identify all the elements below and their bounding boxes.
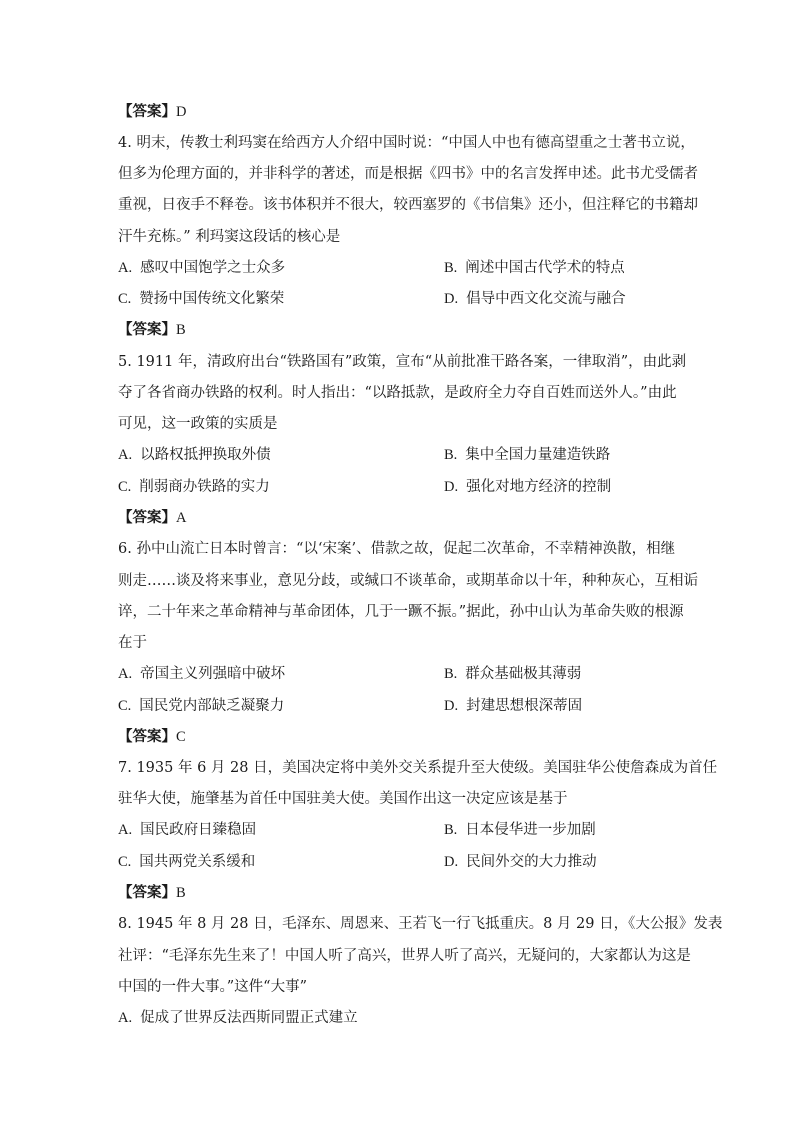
question-6-line-1: 6. 孙中山流亡日本时曾言：“以‘宋案’、借款之故，促起二次革命，不幸精神涣散，相继: [118, 541, 676, 557]
option-text: 赞扬中国传统文化繁荣: [139, 291, 285, 307]
question-4-line-4: 汗牛充栋。” 利玛窦这段话的核心是: [118, 229, 341, 245]
question-7-line-2: 驻华大使，施肇基为首任中国驻美大使。美国作出这一决定应该是基于: [118, 791, 568, 807]
answer-label: 【答案】: [118, 103, 176, 120]
option-text: 阐述中国古代学术的特点: [465, 260, 625, 276]
option-text: 民间外交的大力推动: [466, 854, 597, 870]
option-label: D.: [444, 291, 459, 307]
question-8-option-a: [118, 1008, 358, 1028]
option-label: A.: [118, 1010, 133, 1026]
question-8-line-3: 中国的一件大事。”这件“大事”: [118, 979, 307, 995]
answer-value: A: [176, 510, 187, 526]
question-4-option-c: [118, 289, 284, 309]
option-text: 国共两党关系缓和: [139, 854, 256, 870]
option-label: D.: [444, 698, 459, 714]
option-text: 帝国主义列强暗中破坏: [140, 666, 286, 682]
option-text: 群众基础极其薄弱: [465, 666, 582, 682]
question-4-option-d: [444, 289, 626, 309]
answer-value: D: [176, 104, 187, 120]
option-label: D.: [444, 479, 459, 495]
answer-line: [118, 102, 678, 122]
question-7-option-c: [118, 852, 255, 872]
option-label: C.: [118, 479, 132, 495]
option-text: 国民政府日臻稳固: [140, 822, 257, 838]
question-5-option-a: [118, 445, 271, 465]
question-5-option-b: [444, 445, 610, 465]
question-6-line-2: 则走……谈及将来事业，意见分歧，或缄口不谈革命，或期革命以十年，种种灰心，互相诟: [118, 573, 698, 589]
option-label: A.: [118, 666, 133, 682]
answer-label: 【答案】: [118, 321, 176, 338]
question-7-option-d: [444, 852, 597, 872]
option-label: B.: [444, 822, 458, 838]
option-label: C.: [118, 291, 132, 307]
question-4-line-3: 重视，日夜手不释卷。该书体积并不很大，较西塞罗的《书信集》还小，但注释它的书籍却: [118, 197, 698, 213]
option-label: B.: [444, 260, 458, 276]
question-5-option-c: [118, 477, 270, 497]
answer-label: 【答案】: [118, 509, 176, 526]
option-text: 集中全国力量建造铁路: [465, 447, 611, 463]
option-text: 国民党内部缺乏凝聚力: [139, 698, 285, 714]
answer-value: B: [176, 322, 186, 338]
answer-line: [118, 883, 678, 903]
question-6-option-a: [118, 664, 285, 684]
answer-line: [118, 320, 678, 340]
option-label: D.: [444, 854, 459, 870]
answer-value: B: [176, 885, 186, 901]
option-text: 封建思想根深蒂固: [466, 698, 583, 714]
answer-value: C: [176, 729, 186, 745]
question-6-line-3: 谇，二十年来之革命精神与革命团体，几于一蹶不振。”据此，孙中山认为革命失败的根源: [118, 604, 684, 620]
answer-line: [118, 508, 678, 528]
question-7-line-1: 7. 1935 年 6 月 28 日，美国决定将中美外交关系提升至大使级。美国驻华公使詹森成为首任: [118, 760, 718, 776]
option-label: C.: [118, 698, 132, 714]
option-text: 削弱商办铁路的实力: [139, 479, 270, 495]
question-4-line-2: 但多为伦理方面的，并非科学的著述，而是根据《四书》中的名言发挥申述。此书尤受儒者: [118, 166, 698, 182]
question-5-line-1: 5. 1911 年，清政府出台“铁路国有”政策，宣布“从前批准干路各案，一律取消”，由此剥: [118, 354, 687, 370]
answer-label: 【答案】: [118, 884, 176, 901]
question-6-line-4: 在于: [118, 635, 147, 651]
option-label: A.: [118, 822, 133, 838]
option-text: 感叹中国饱学之士众多: [140, 260, 286, 276]
option-label: B.: [444, 447, 458, 463]
question-6-option-d: [444, 696, 582, 716]
question-7-option-a: [118, 820, 256, 840]
option-label: A.: [118, 447, 133, 463]
option-label: B.: [444, 666, 458, 682]
answer-label: 【答案】: [118, 728, 176, 745]
question-4-option-a: [118, 258, 285, 278]
question-5-line-3: 可见，这一政策的实质是: [118, 416, 278, 432]
question-8-line-1: 8. 1945 年 8 月 28 日，毛泽东、周恩来、王若飞一行飞抵重庆。8 月 29 日，《大公报》发表: [118, 916, 723, 932]
answer-line: [118, 727, 678, 747]
option-text: 倡导中西文化交流与融合: [466, 291, 626, 307]
question-7-option-b: [444, 820, 596, 840]
question-6-option-c: [118, 696, 284, 716]
question-4-line-1: 4. 明末，传教士利玛窦在给西方人介绍中国时说：“中国人中也有德高望重之士著书立说，: [118, 135, 695, 151]
option-text: 促成了世界反法西斯同盟正式建立: [140, 1010, 358, 1026]
option-text: 强化对地方经济的控制: [466, 479, 612, 495]
question-6-option-b: [444, 664, 581, 684]
question-5-option-d: [444, 477, 611, 497]
option-text: 日本侵华进一步加剧: [465, 822, 596, 838]
option-label: C.: [118, 854, 132, 870]
option-label: A.: [118, 260, 133, 276]
question-5-line-2: 夺了各省商办铁路的权利。时人指出：“以路抵款，是政府全力夺自百姓而送外人。”由此: [118, 385, 677, 401]
question-8-line-2: 社评：“毛泽东先生来了！中国人听了高兴，世界人听了高兴，无疑问的，大家都认为这是: [118, 948, 691, 964]
option-text: 以路权抵押换取外债: [140, 447, 271, 463]
question-4-option-b: [444, 258, 625, 278]
